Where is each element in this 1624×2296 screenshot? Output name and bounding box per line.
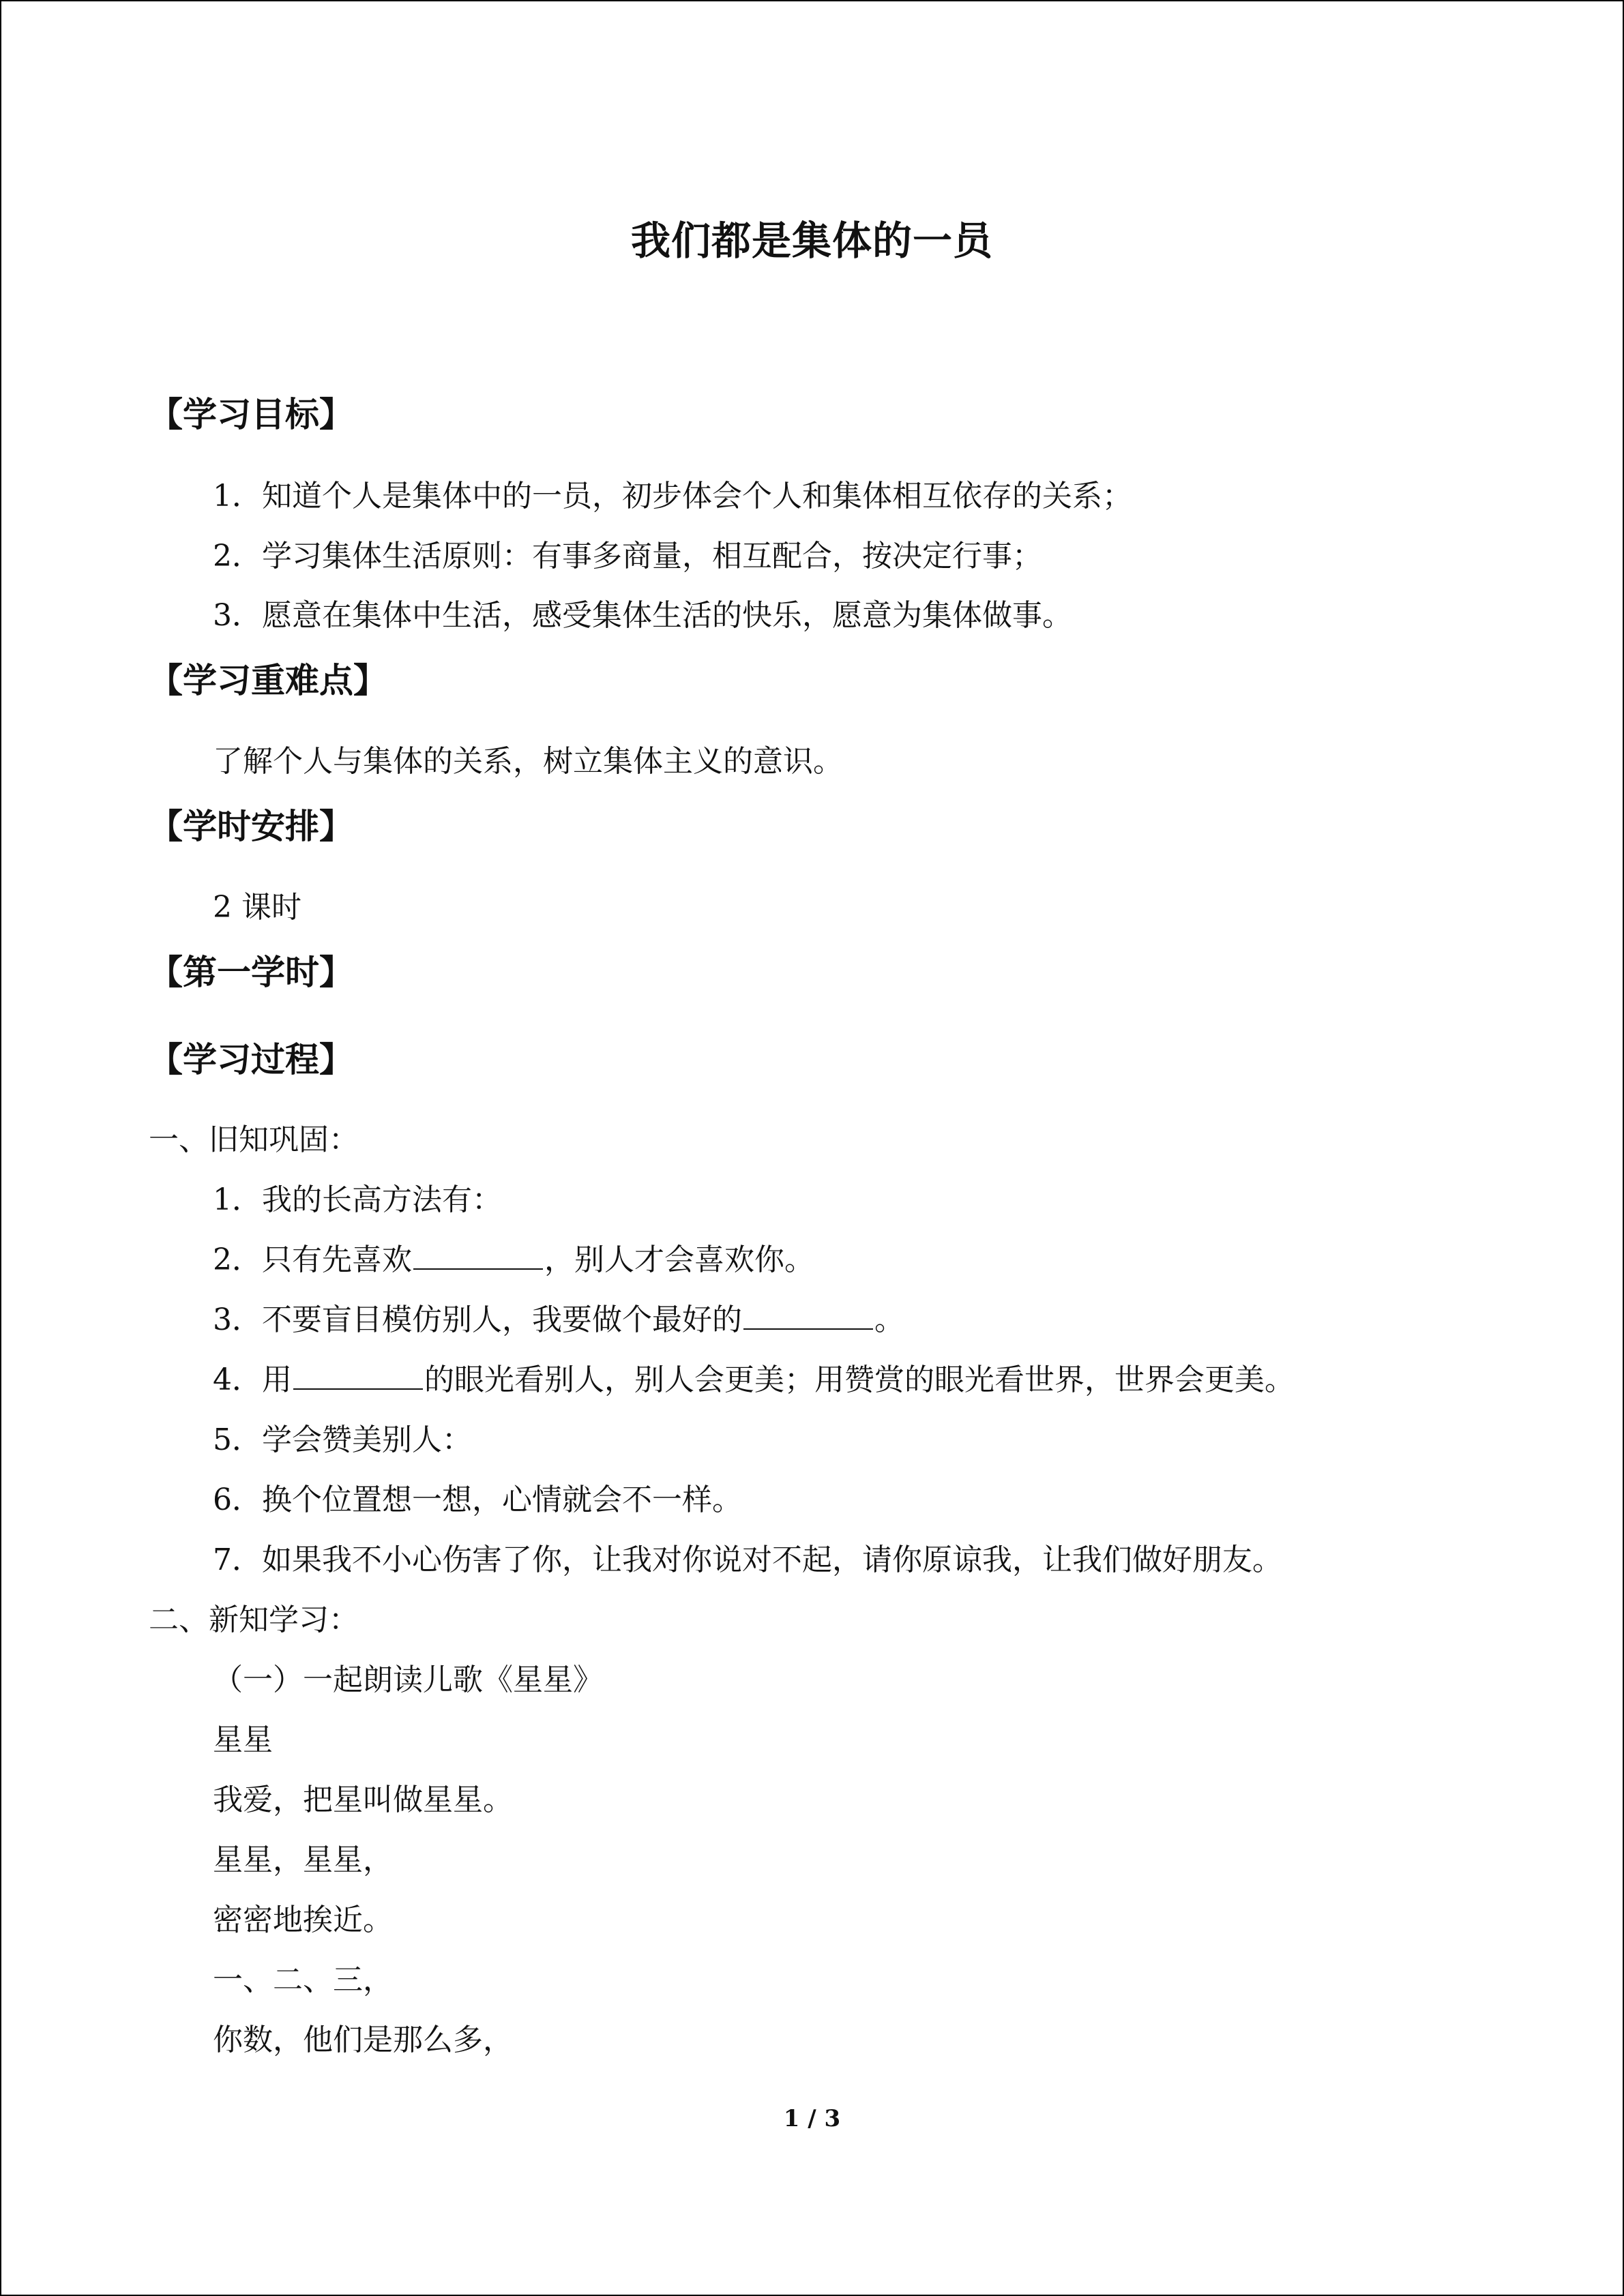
key-points-text: 了解个人与集体的关系，树立集体主义的意识。 [213, 744, 843, 779]
review-item-3-end: 。 [874, 1302, 904, 1337]
new-learning-heading: 二、新知学习： [149, 1602, 359, 1637]
objective-item: 1．知道个人是集体中的一员，初步体会个人和集体相互依存的关系； [213, 479, 1132, 513]
first-period-heading: 【第一学时】 [149, 953, 353, 992]
key-points-heading: 【学习重难点】 [149, 661, 387, 700]
review-item-7: 7．如果我不小心伤害了你，让我对你说对不起，请你原谅我，让我们做好朋友。 [213, 1542, 1282, 1577]
objective-item: 2．学习集体生活原则：有事多商量，相互配合，按决定行事； [213, 539, 1042, 573]
review-item-6: 6．换个位置想一想，心情就会不一样。 [213, 1482, 742, 1517]
objective-item: 3．愿意在集体中生活，感受集体生活的快乐，愿意为集体做事。 [213, 598, 1072, 633]
review-item-1: 1．我的长高方法有： [213, 1182, 502, 1217]
review-item-3-start: 3．不要盲目模仿别人，我要做个最好的 [213, 1302, 742, 1337]
review-item-2-end: ，别人才会喜欢你。 [544, 1242, 814, 1277]
review-item-2-start: 2．只有先喜欢 [213, 1242, 412, 1277]
page-title: 我们都是集体的一员 [630, 218, 993, 264]
fill-in-blank [413, 1238, 543, 1270]
review-item-3 [213, 1296, 904, 1344]
poem-line: 你数，他们是那么多， [213, 2023, 513, 2057]
new-learning-subheading: （一）一起朗读儿歌《星星》 [213, 1663, 603, 1697]
page-number: 1 / 3 [783, 2105, 841, 2132]
review-item-4-end: 的眼光看别人，别人会更美；用赞赏的眼光看世界，世界会更美。 [424, 1362, 1295, 1397]
review-item-5: 5．学会赞美别人： [213, 1422, 472, 1457]
fill-in-blank [743, 1298, 873, 1330]
review-item-4-start: 4．用 [213, 1362, 292, 1397]
review-heading: 一、旧知巩固： [149, 1122, 359, 1157]
poem-line: 一、二、三， [213, 1963, 393, 1997]
poem-line: 我爱，把星叫做星星。 [213, 1783, 513, 1817]
poem-line: 星星，星星， [213, 1843, 393, 1877]
poem-line: 密密地挨近。 [213, 1903, 393, 1937]
objectives-heading: 【学习目标】 [149, 395, 353, 434]
schedule-text: 2 课时 [213, 890, 301, 925]
review-item-2 [213, 1236, 814, 1284]
process-heading: 【学习过程】 [149, 1040, 353, 1079]
schedule-heading: 【学时安排】 [149, 807, 353, 846]
poem-line: 星星 [213, 1723, 273, 1757]
fill-in-blank [293, 1358, 423, 1390]
review-item-4 [213, 1356, 1295, 1404]
